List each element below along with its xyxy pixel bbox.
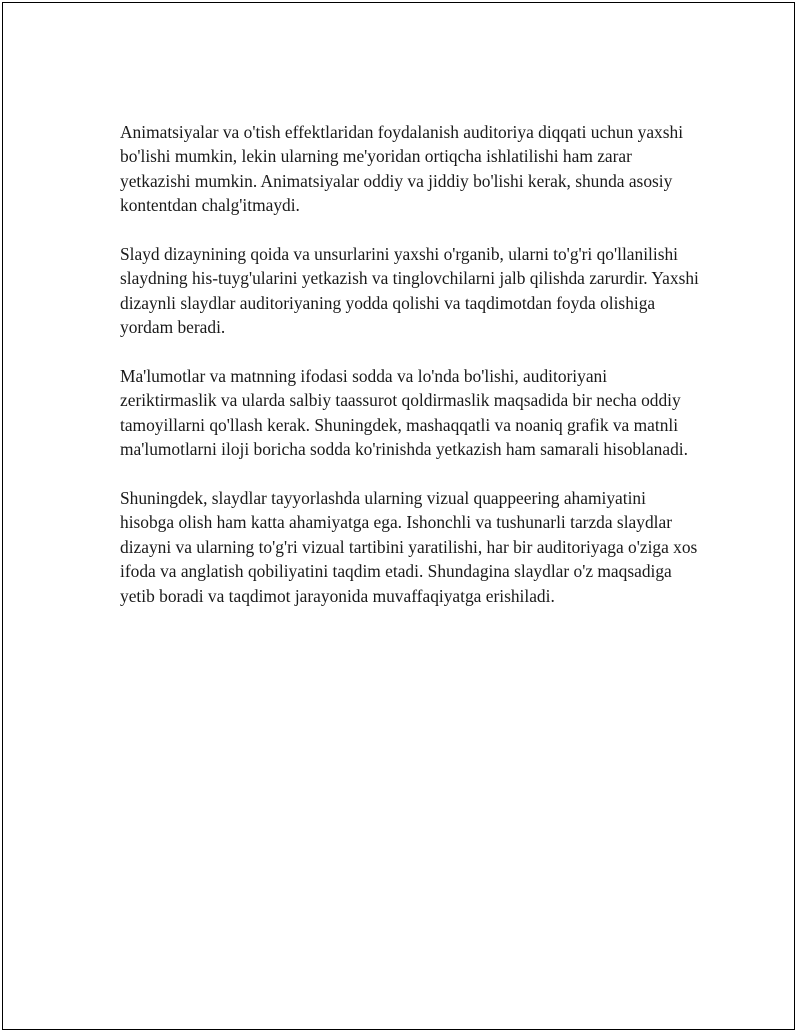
document-page <box>2 2 795 1030</box>
paragraph-1: Animatsiyalar va o'tish effektlaridan foydalanish auditoriya diqqati uchun yaxshi bo'lishi mumkin, lekin ularning me'yoridan ortiqcha ishlatilishi ham zarar yetkazishi mumkin. Animatsiyalar oddiy va jiddiy bo'lishi kerak, shunda asosiy kontentdan chalg'itmaydi. <box>120 122 684 216</box>
paragraph-3: Ma'lumotlar va matnning ifodasi sodda va lo'nda bo'lishi, auditoriyani zeriktirmaslik va ularda salbiy taassurot qoldirmaslik maqsadida bir necha oddiy tamoyillarni qo'llash kerak. Shuningdek, mashaqqatli va noaniq grafik va matnli ma'lumotlarni iloji boricha sodda ko'rinishda yetkazish ham samarali hisoblanadi. <box>120 366 688 460</box>
document-body <box>120 120 700 632</box>
paragraph-2: Slayd dizaynining qoida va unsurlarini yaxshi o'rganib, ularni to'g'ri qo'llanilishi slaydning his-tuyg'ularini yetkazish va tinglovchilarni jalb qilishda zarurdir. Yaxshi dizaynli slaydlar auditoriyaning yodda qolishi va taqdimotdan foyda olishiga yordam beradi. <box>120 244 699 338</box>
paragraph-4: Shuningdek, slaydlar tayyorlashda ularning vizual quappeering ahamiyatini hisobga olish ham katta ahamiyatga ega. Ishonchli va tushunarli tarzda slaydlar dizayni va ularning to'g'ri vizual tartibini yaratilishi, har bir auditoriyaga o'ziga xos ifoda va anglatish qobiliyatini taqdim etadi. Shundagina slaydlar o'z maqsadiga yetib boradi va taqdimot jarayonida muvaffaqiyatga erishiladi. <box>120 488 698 606</box>
